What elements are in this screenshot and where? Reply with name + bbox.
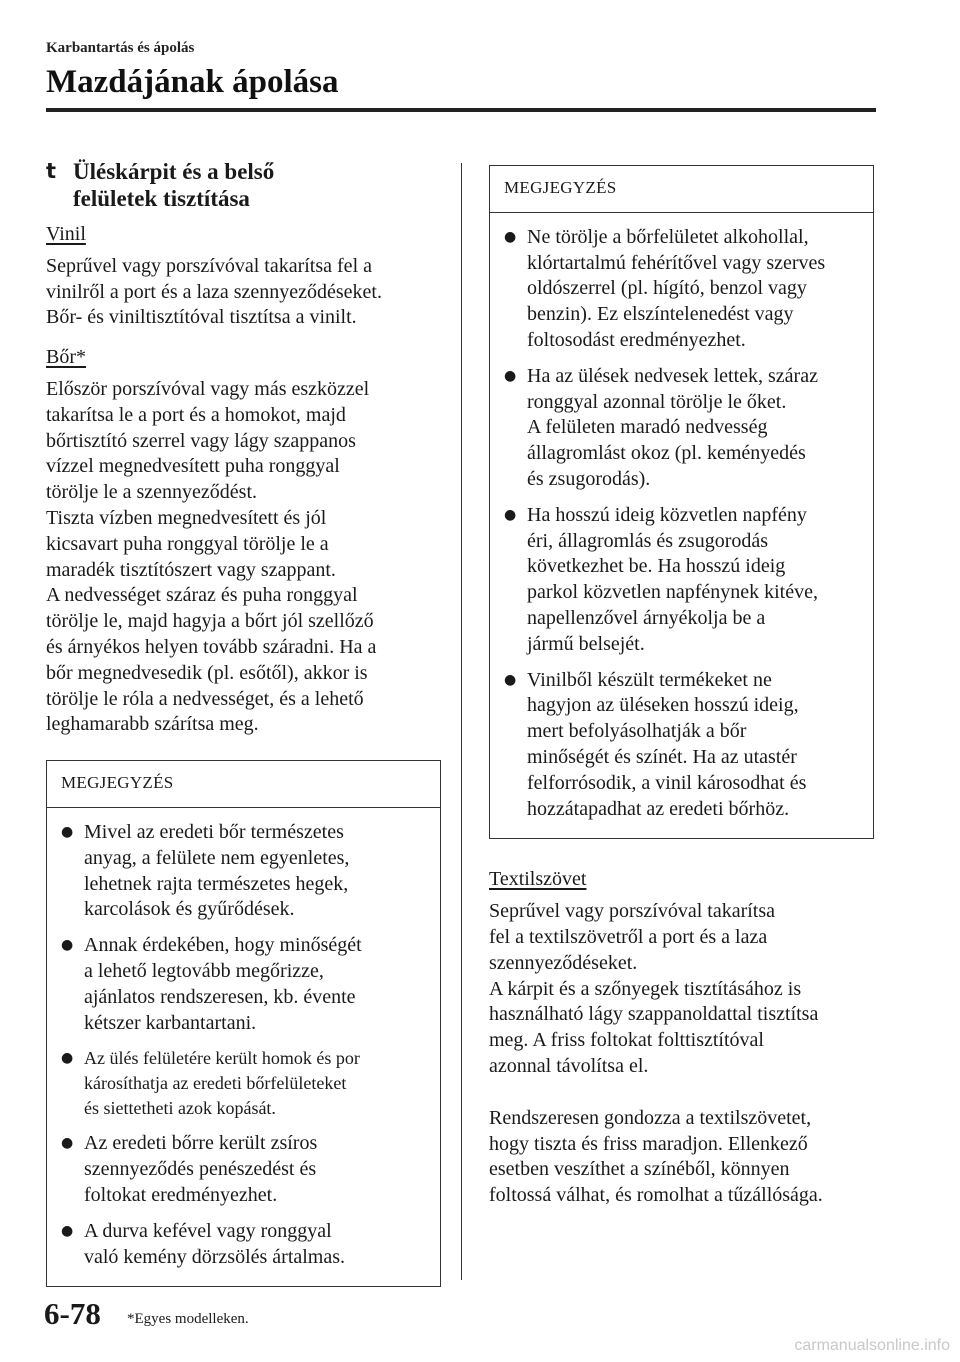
bullet-icon: ● (61, 1222, 74, 1239)
bor-subheading: Bőr* (46, 346, 86, 369)
note-item (504, 503, 861, 658)
note-item (504, 668, 861, 823)
vinil-paragraph: Seprűvel vagy porszívóval takarítsa fel a vinilről a port és a laza szennyeződéseket. Bőr- és viniltisztítóval tisztítsa a vinilt. (46, 254, 382, 329)
note-item (504, 225, 861, 354)
right-column (489, 165, 874, 1223)
left-column (46, 158, 441, 1287)
textil-subheading: Textilszövet (489, 868, 587, 891)
section-heading (46, 158, 441, 212)
note-item (61, 1219, 428, 1271)
note-text: Ne törölje a bőrfelületet alkohollal, klórtartalmú fehérítővel vagy szerves oldószerrel (pl. hígító, benzol vagy benzin). Ez elszíntelenedést vagy foltosodást eredményezhet. (527, 225, 826, 351)
note-text: Ha az ülések nedvesek lettek, száraz ronggyal azonnal törölje le őket. A felületen maradó nedvesség állagromlást okoz (pl. keményedés és zsugorodás). (527, 364, 818, 490)
note-box-right (489, 165, 874, 839)
note-list (490, 213, 873, 839)
bullet-icon: ● (61, 1050, 74, 1067)
note-title: MEGJEGYZÉS (47, 761, 440, 808)
bullet-icon: ● (504, 671, 517, 688)
note-text: Mivel az eredeti bőr természetes anyag, a felülete nem egyenletes, lehetnek rajta természetes hegek, karcolások és gyűrődések. (84, 820, 350, 921)
note-text: Vinilből készült termékeket ne hagyjon az üléseken hosszú ideig, mert befolyásolhatják a bőr minőségét és színét. Ha az utastér felforrósodik, a vinil károsodhat és hozzátapadhat az eredeti bőrhöz. (527, 668, 807, 820)
note-item (61, 933, 428, 1036)
bullet-icon: ● (61, 1135, 74, 1152)
column-divider (461, 163, 462, 1280)
bor-paragraph: Először porszívóval vagy más eszközzel takarítsa le a port és a homokot, majd bőrtisztító szerrel vagy lágy szappanos vízzel megnedvesített puha ronggyal törölje le a szennyeződést. Tiszta vízben megnedvesített és jól kicsavart puha ronggyal törölje le a maradék tisztítószert vagy szappant. A nedvességet száraz és puha ronggyal törölje le, majd hagyja a bőrt jól szellőző és árnyékos helyen tovább száradni. Ha a bőr megnedvesedik (pl. esőtől), akkor is törölje le róla a nedvességet, és a lehető leghamarabb szárítsa meg. (46, 377, 377, 736)
note-text: Az eredeti bőrre került zsíros szennyeződés penészedést és foltokat eredményezhet. (84, 1132, 318, 1206)
note-box-left (46, 760, 441, 1287)
page-title: Mazdájának ápolása (46, 64, 339, 100)
bullet-icon: ● (61, 823, 74, 840)
note-item (61, 820, 428, 923)
section-heading-text: Üléskárpit és a belső felületek tisztítása (73, 159, 275, 211)
note-item (61, 1131, 428, 1208)
note-list (47, 808, 440, 1286)
bullet-icon: ● (504, 367, 517, 384)
page-number: 6-78 (44, 1296, 101, 1331)
bullet-icon: ● (504, 228, 517, 245)
note-text: A durva kefével vagy ronggyal való kemény dörzsölés ártalmas. (84, 1219, 346, 1268)
textil-paragraph: Seprűvel vagy porszívóval takarítsa fel a textilszövetről a port és a laza szennyeződéseket. A kárpit és a szőnyegek tisztításához is használható lágy szappanoldattal tisztítsa meg. A friss foltokat folttisztítóval azonnal távolítsa el. (489, 900, 819, 1077)
footnote: *Egyes modelleken. (127, 1311, 249, 1327)
textil-paragraph-2: Rendszeresen gondozza a textilszövetet, hogy tiszta és friss maradjon. Ellenkező esetben veszíthet a színéből, könnyen foltossá válhat, és romolhat a tűzállósága. (489, 1106, 823, 1207)
note-text: Annak érdekében, hogy minőségét a lehető legtovább megőrizze, ajánlatos rendszeresen, kb. évente kétszer karbantartani. (84, 934, 362, 1034)
heading-marker: t (46, 159, 57, 183)
section-label: Karbantartás és ápolás (46, 40, 195, 56)
note-text: Az ülés felületére került homok és por károsíthatja az eredeti bőrfelületeket és siettetheti azok kopását. (84, 1048, 360, 1119)
note-item (61, 1046, 428, 1121)
bullet-icon: ● (61, 937, 74, 954)
bullet-icon: ● (504, 506, 517, 523)
watermark: carmanualsonline.info (794, 1337, 950, 1354)
vinil-subheading: Vinil (46, 223, 86, 245)
title-rule (46, 108, 876, 112)
note-text: Ha hosszú ideig közvetlen napfény éri, állagromlás és zsugorodás következhet be. Ha hosszú ideig parkol közvetlen napfénynek kitéve, napellenzővel árnyékolja be a jármű belsejét. (527, 503, 818, 655)
note-title: MEGJEGYZÉS (490, 166, 873, 213)
note-item (504, 364, 861, 493)
